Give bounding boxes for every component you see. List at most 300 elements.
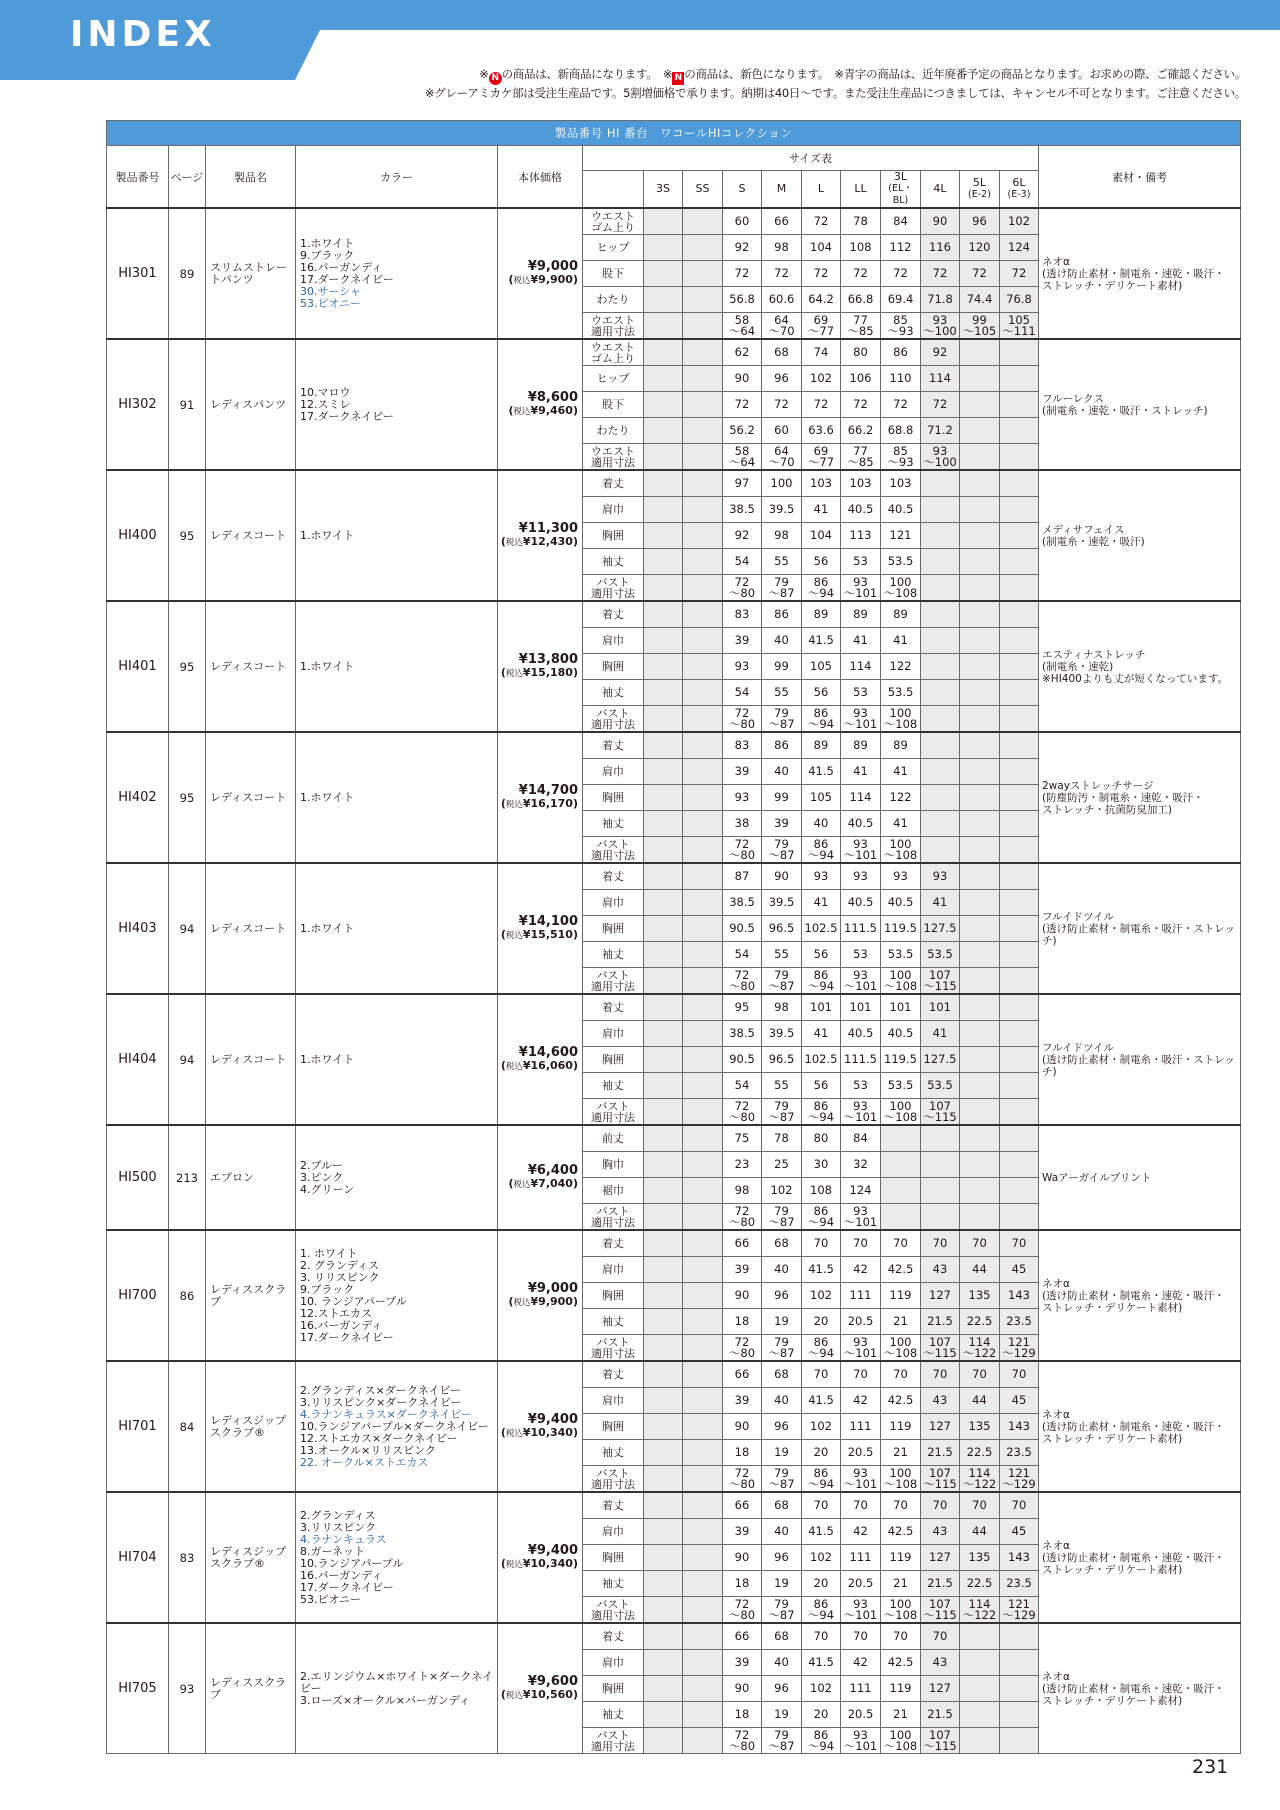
size-value [644, 863, 683, 890]
tax-included-price: (税込¥9,460) [508, 403, 578, 417]
tax-included-price: (税込¥16,170) [500, 796, 578, 810]
measure-label: バスト 適用寸法 [583, 1466, 644, 1493]
size-value: 105 [802, 785, 841, 811]
size-value [1000, 994, 1039, 1021]
size-value [683, 1519, 723, 1545]
size-value [1000, 575, 1039, 602]
size-value: 96 [762, 1414, 802, 1440]
catalog-page: 213 [169, 1125, 206, 1230]
size-value [644, 470, 683, 497]
color-list [296, 470, 498, 601]
size-value [921, 1152, 960, 1178]
size-value [960, 1099, 1000, 1126]
size-value: 121 〜129 [1000, 1597, 1039, 1624]
size-value [683, 261, 723, 287]
size-value: 89 [802, 601, 841, 628]
color-item: 17.ダークネイビー [300, 1580, 394, 1594]
size-value: 58 〜64 [723, 444, 762, 471]
size-value [644, 1125, 683, 1152]
size-value [644, 1519, 683, 1545]
size-value: 72 〜80 [723, 1466, 762, 1493]
product-code: HI402 [107, 732, 169, 863]
tax-label: 税込 [513, 406, 531, 417]
size-value: 93 〜101 [841, 1099, 881, 1126]
size-value [960, 549, 1000, 575]
size-value: 92 [723, 523, 762, 549]
size-value: 86 [762, 732, 802, 759]
size-value: 54 [723, 549, 762, 575]
size-value: 53.5 [881, 1073, 921, 1099]
measure-label: 着丈 [583, 601, 644, 628]
col-header-size-table: サイズ表 [583, 146, 1039, 171]
size-value: 72 〜80 [723, 575, 762, 602]
size-value [1000, 968, 1039, 995]
size-value: 107 〜115 [921, 1597, 960, 1624]
color-item: 17.ダークネイビー [300, 1330, 394, 1344]
tax-label: 税込 [513, 275, 531, 286]
tax-label: 税込 [505, 1690, 523, 1701]
size-value: 101 [802, 994, 841, 1021]
measure-label: 着丈 [583, 863, 644, 890]
material-line: ストレッチ・デリケート素材) [1042, 279, 1183, 292]
base-price: ¥6,400 [527, 1162, 578, 1178]
size-header-ss [683, 171, 723, 209]
size-value: 105 [802, 654, 841, 680]
size-value: 107 〜115 [921, 1099, 960, 1126]
measure-label: ヒップ [583, 235, 644, 261]
size-value [960, 418, 1000, 444]
size-value: 60 [762, 418, 802, 444]
tax-included-price: (税込¥16,060) [500, 1058, 578, 1072]
size-value: 53.5 [921, 942, 960, 968]
size-value [1000, 706, 1039, 733]
size-value: 79 〜87 [762, 1099, 802, 1126]
size-value: 72 〜80 [723, 1728, 762, 1754]
size-value: 93 〜100 [921, 313, 960, 340]
size-value [683, 523, 723, 549]
size-value: 72 [921, 392, 960, 418]
size-value: 72 [881, 392, 921, 418]
size-value: 72 [841, 261, 881, 287]
size-value: 23 [723, 1152, 762, 1178]
size-value: 113 [841, 523, 881, 549]
size-value [683, 339, 723, 366]
size-value [683, 759, 723, 785]
color-item: 1.ホワイト [300, 790, 355, 804]
size-value: 102.5 [802, 916, 841, 942]
color-list [296, 1361, 498, 1492]
price-cell [498, 863, 583, 994]
size-value: 19 [762, 1702, 802, 1728]
size-value: 41.5 [802, 1519, 841, 1545]
size-value: 127 [921, 1545, 960, 1571]
size-value [644, 1178, 683, 1204]
size-value [683, 1335, 723, 1362]
product-name: レディスパンツ [206, 339, 296, 470]
price-cell [498, 994, 583, 1125]
size-value: 18 [723, 1702, 762, 1728]
size-value [960, 575, 1000, 602]
size-value [1000, 1073, 1039, 1099]
size-value: 102 [802, 1676, 841, 1702]
size-value: 39 [723, 759, 762, 785]
size-value: 70 [921, 1361, 960, 1388]
size-label: S [738, 182, 746, 195]
size-value [921, 732, 960, 759]
size-value: 38.5 [723, 1021, 762, 1047]
measure-label: 着丈 [583, 1230, 644, 1257]
size-value: 107 〜115 [921, 1728, 960, 1754]
size-value [644, 1309, 683, 1335]
size-value: 100 〜108 [881, 968, 921, 995]
product-code: HI401 [107, 601, 169, 732]
measure-label: 袖丈 [583, 680, 644, 706]
col-header-page: ページ [169, 146, 206, 209]
size-value: 90 [723, 1283, 762, 1309]
size-value [644, 1283, 683, 1309]
material-line: (透け防止素材・制電糸・速乾・吸汗・ [1042, 267, 1225, 280]
size-value: 42 [841, 1388, 881, 1414]
size-value: 100 〜108 [881, 575, 921, 602]
size-value: 77 〜85 [841, 313, 881, 340]
size-value: 19 [762, 1440, 802, 1466]
size-value: 68 [762, 1230, 802, 1257]
size-value: 58 〜64 [723, 313, 762, 340]
size-value: 60 [723, 208, 762, 235]
size-value [644, 1597, 683, 1624]
size-value: 70 [1000, 1492, 1039, 1519]
measure-label: 肩巾 [583, 890, 644, 916]
material-line: ストレッチ・デリケート素材) [1042, 1563, 1183, 1576]
material-line: 2wayストレッチサージ [1042, 779, 1154, 792]
measure-label: 胸囲 [583, 1283, 644, 1309]
size-value: 90 [723, 1676, 762, 1702]
size-value: 40.5 [881, 1021, 921, 1047]
size-value [683, 1571, 723, 1597]
size-value [960, 1178, 1000, 1204]
size-value: 99 [762, 785, 802, 811]
size-value: 80 [841, 339, 881, 366]
measure-label: ウエスト 適用寸法 [583, 313, 644, 340]
size-value: 42.5 [881, 1650, 921, 1676]
size-value: 79 〜87 [762, 1728, 802, 1754]
size-value [644, 1204, 683, 1231]
size-value: 70 [881, 1230, 921, 1257]
size-value: 120 [960, 235, 1000, 261]
size-value: 72 [841, 392, 881, 418]
size-value: 72 [960, 261, 1000, 287]
size-value: 79 〜87 [762, 1597, 802, 1624]
tax-label: 税込 [505, 668, 523, 679]
product-code: HI301 [107, 208, 169, 339]
size-value: 39.5 [762, 497, 802, 523]
material-line: フルイドツイル [1042, 910, 1115, 923]
measure-label: 肩巾 [583, 628, 644, 654]
measure-label: わたり [583, 418, 644, 444]
size-value: 93 [881, 863, 921, 890]
size-value: 93 〜101 [841, 1335, 881, 1362]
size-value [683, 1388, 723, 1414]
tax-price-value: ¥10,560 [522, 1687, 573, 1701]
notes [286, 66, 1246, 102]
size-value [644, 1650, 683, 1676]
size-value: 116 [921, 235, 960, 261]
product-name: エプロン [206, 1125, 296, 1230]
color-item: 10.ランジアパープル [300, 1556, 404, 1570]
product-row-hi701 [107, 1361, 1241, 1388]
color-list [296, 863, 498, 994]
tax-label: 税込 [513, 1179, 531, 1190]
measure-label: 胸囲 [583, 1676, 644, 1702]
material-note [1039, 1125, 1241, 1230]
size-value: 72 〜80 [723, 837, 762, 864]
product-row-hi400 [107, 470, 1241, 497]
size-value: 70 [960, 1492, 1000, 1519]
tax-included-price: (税込¥9,900) [508, 272, 578, 286]
size-value: 39 [723, 1257, 762, 1283]
size-value: 40 [762, 759, 802, 785]
color-item: 3.リリスピンク×ダークネイビー [300, 1395, 462, 1409]
size-value [683, 601, 723, 628]
size-value [1000, 1047, 1039, 1073]
size-value: 41 [881, 811, 921, 837]
size-value [960, 1125, 1000, 1152]
size-value: 53.5 [921, 1073, 960, 1099]
size-value: 56 [802, 549, 841, 575]
size-value [683, 1178, 723, 1204]
size-value: 93 〜101 [841, 837, 881, 864]
size-value: 135 [960, 1283, 1000, 1309]
size-value [683, 444, 723, 471]
size-value: 84 [881, 208, 921, 235]
size-value: 96.5 [762, 916, 802, 942]
size-value: 103 [841, 470, 881, 497]
size-value: 70 [921, 1623, 960, 1650]
size-value: 89 [841, 732, 881, 759]
product-code: HI701 [107, 1361, 169, 1492]
size-value [881, 1125, 921, 1152]
size-value: 119.5 [881, 1047, 921, 1073]
color-item: 1. ホワイト [300, 1246, 358, 1260]
size-value [683, 785, 723, 811]
size-value: 56 [802, 680, 841, 706]
size-value: 97 [723, 470, 762, 497]
size-value [1000, 523, 1039, 549]
size-value: 68 [762, 339, 802, 366]
size-value [683, 994, 723, 1021]
size-value: 121 [881, 523, 921, 549]
size-value [921, 654, 960, 680]
material-note [1039, 470, 1241, 601]
color-item: 10. ランジアパープル [300, 1294, 407, 1308]
measure-label: 袖丈 [583, 1073, 644, 1099]
color-item: 17.ダークネイビー [300, 272, 394, 286]
size-value [921, 1204, 960, 1231]
size-value [1000, 1125, 1039, 1152]
product-code: HI403 [107, 863, 169, 994]
size-value: 41 [841, 628, 881, 654]
size-value [683, 706, 723, 733]
size-value: 30 [802, 1152, 841, 1178]
size-value: 70 [881, 1361, 921, 1388]
product-name: スリムストレートパンツ [206, 208, 296, 339]
size-value: 143 [1000, 1414, 1039, 1440]
size-value: 63.6 [802, 418, 841, 444]
size-value [960, 1073, 1000, 1099]
size-value: 101 [881, 994, 921, 1021]
material-line: (透け防止素材・制電糸・速乾・吸汗・ [1042, 1682, 1225, 1695]
color-list [296, 208, 498, 339]
color-list [296, 339, 498, 470]
size-value [644, 1545, 683, 1571]
size-value [683, 575, 723, 602]
size-value: 114 [841, 785, 881, 811]
measure-label: バスト 適用寸法 [583, 706, 644, 733]
size-value: 66 [723, 1230, 762, 1257]
base-price: ¥9,600 [527, 1673, 578, 1689]
size-value: 40.5 [841, 811, 881, 837]
catalog-page: 83 [169, 1492, 206, 1623]
size-value: 69 〜77 [802, 313, 841, 340]
size-value: 40.5 [881, 890, 921, 916]
size-value [683, 1125, 723, 1152]
measure-label: バスト 適用寸法 [583, 968, 644, 995]
base-price: ¥13,800 [518, 651, 578, 667]
size-value: 114 〜122 [960, 1597, 1000, 1624]
color-item: 1.ホワイト [300, 236, 355, 250]
size-value [921, 759, 960, 785]
size-value [683, 1414, 723, 1440]
size-value [683, 366, 723, 392]
size-value [644, 418, 683, 444]
size-header-m [762, 171, 802, 209]
size-value: 41 [802, 1021, 841, 1047]
size-value [960, 1702, 1000, 1728]
size-label: SS [695, 182, 710, 195]
size-value [683, 313, 723, 340]
new-product-badge-icon: N [489, 72, 502, 85]
size-value: 21.5 [921, 1571, 960, 1597]
size-value: 40 [762, 1519, 802, 1545]
base-price: ¥9,400 [527, 1542, 578, 1558]
tax-included-price: (税込¥9,900) [508, 1294, 578, 1308]
size-value: 104 [802, 523, 841, 549]
size-value: 86 〜94 [802, 1597, 841, 1624]
size-value [960, 706, 1000, 733]
material-note [1039, 1623, 1241, 1754]
size-value [960, 1152, 1000, 1178]
measure-label: ウエスト 適用寸法 [583, 444, 644, 471]
color-item: 3.リリスピンク [300, 1520, 377, 1534]
size-value: 40.5 [841, 1021, 881, 1047]
size-value: 20.5 [841, 1702, 881, 1728]
size-value [921, 680, 960, 706]
size-value [644, 811, 683, 837]
product-row-hi705 [107, 1623, 1241, 1650]
product-row-hi404 [107, 994, 1241, 1021]
size-value: 119.5 [881, 916, 921, 942]
size-value: 72 [921, 261, 960, 287]
product-code: HI400 [107, 470, 169, 601]
color-list [296, 1492, 498, 1623]
product-row-hi403 [107, 863, 1241, 890]
material-line: Waアーガイルプリント [1042, 1171, 1152, 1184]
material-line: ネオα [1042, 1539, 1070, 1552]
color-list [296, 601, 498, 732]
size-value [1000, 1178, 1039, 1204]
size-value [683, 1492, 723, 1519]
size-value [644, 1388, 683, 1414]
size-value [960, 968, 1000, 995]
size-value: 70 [960, 1230, 1000, 1257]
size-value: 86 〜94 [802, 706, 841, 733]
size-value: 56 [802, 1073, 841, 1099]
size-value [683, 470, 723, 497]
size-value [683, 208, 723, 235]
size-value: 78 [762, 1125, 802, 1152]
measure-label: 着丈 [583, 1492, 644, 1519]
tax-included-price: (税込¥10,340) [500, 1556, 578, 1570]
size-value [960, 785, 1000, 811]
measure-label: バスト 適用寸法 [583, 1597, 644, 1624]
material-line: ストレッチ・デリケート素材) [1042, 1432, 1183, 1445]
measure-label: 肩巾 [583, 1650, 644, 1676]
size-value: 103 [802, 470, 841, 497]
material-line: (防塵防汚・制電糸・速乾・吸汗・ [1042, 791, 1204, 804]
size-value: 86 〜94 [802, 968, 841, 995]
size-value [683, 680, 723, 706]
material-line: ストレッチ・抗菌防臭加工) [1042, 803, 1172, 816]
size-value: 42.5 [881, 1388, 921, 1414]
size-value: 104 [802, 235, 841, 261]
catalog-page: 91 [169, 339, 206, 470]
size-value: 21 [881, 1309, 921, 1335]
size-value [960, 444, 1000, 471]
size-value: 21 [881, 1571, 921, 1597]
size-value: 41 [881, 628, 921, 654]
catalog-page: 94 [169, 863, 206, 994]
size-value: 68 [762, 1492, 802, 1519]
size-value: 42 [841, 1257, 881, 1283]
size-value [644, 680, 683, 706]
size-value [960, 1021, 1000, 1047]
size-value: 23.5 [1000, 1440, 1039, 1466]
product-code: HI705 [107, 1623, 169, 1754]
size-value: 96 [762, 1545, 802, 1571]
color-list [296, 1230, 498, 1361]
size-header-s [723, 171, 762, 209]
size-value: 127 [921, 1283, 960, 1309]
size-value [881, 1204, 921, 1231]
size-value: 98 [762, 235, 802, 261]
size-value [644, 208, 683, 235]
size-value: 53.5 [881, 549, 921, 575]
size-value: 70 [802, 1623, 841, 1650]
size-value [960, 601, 1000, 628]
size-value: 41 [841, 759, 881, 785]
size-value: 93 〜101 [841, 575, 881, 602]
size-value: 21.5 [921, 1702, 960, 1728]
color-item: 10.マロウ [300, 385, 351, 399]
size-value: 19 [762, 1571, 802, 1597]
size-value [683, 1047, 723, 1073]
tax-price-value: ¥9,900 [530, 272, 573, 286]
product-name: レディススクラブ [206, 1230, 296, 1361]
size-value [644, 994, 683, 1021]
size-value: 42.5 [881, 1519, 921, 1545]
size-value [921, 811, 960, 837]
size-value: 119 [881, 1414, 921, 1440]
